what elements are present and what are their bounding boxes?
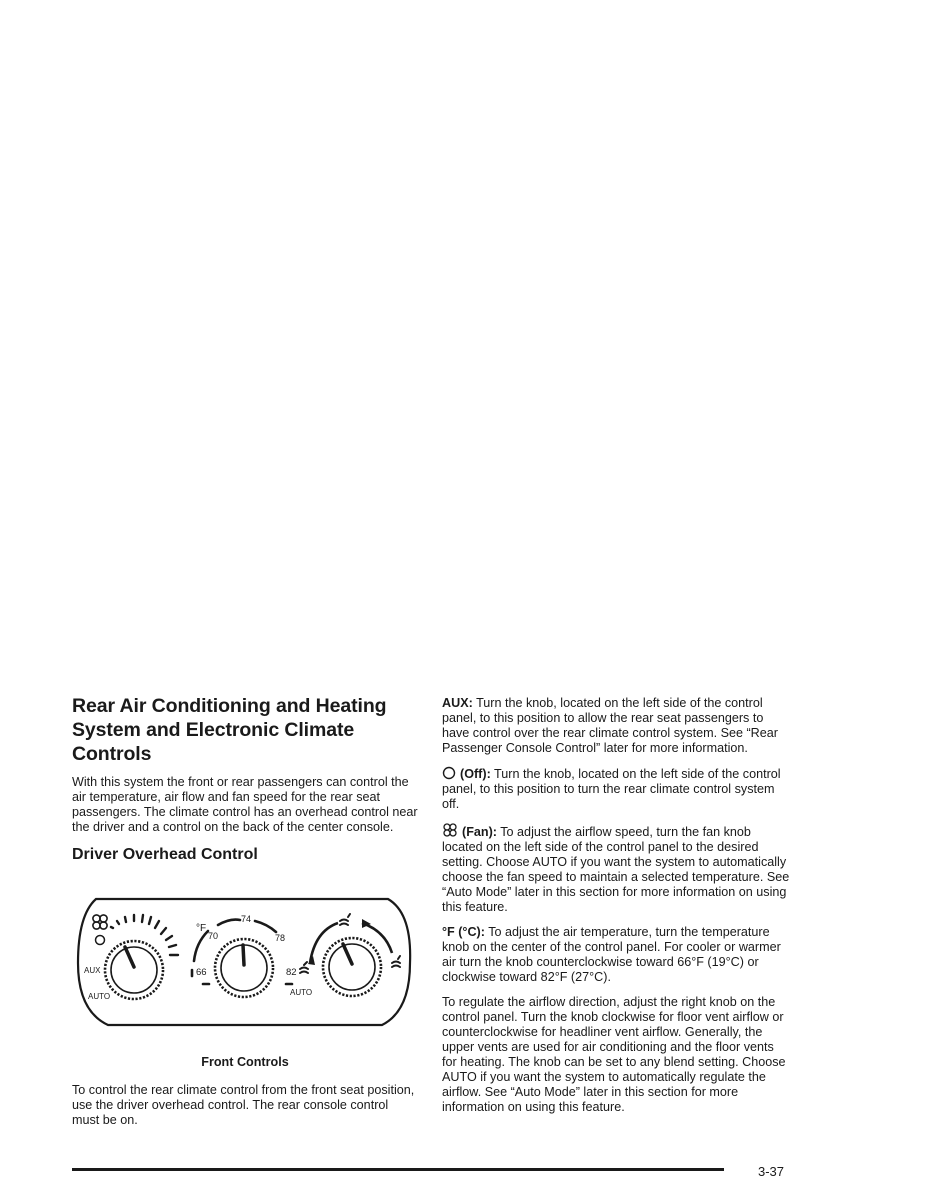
aux-text: Turn the knob, located on the left side of the control panel, to this position to allow the rear seat passengers to have control over the rear climate control system. See “Rear Passenger Console Control” later for more information. bbox=[442, 696, 778, 755]
off-paragraph bbox=[442, 766, 792, 812]
off-term: (Off): bbox=[460, 767, 491, 781]
fan-icon bbox=[442, 822, 458, 838]
temperature-term: °F (°C): bbox=[442, 925, 485, 939]
temp-82-label: 82 bbox=[286, 967, 297, 978]
subheading-driver-overhead-control: Driver Overhead Control bbox=[72, 846, 258, 863]
auto-label-left: AUTO bbox=[88, 992, 111, 1001]
outro-paragraph: To control the rear climate control from the front seat position, use the driver overhead control. The rear console control must be on. bbox=[72, 1083, 415, 1127]
section-title: Rear Air Conditioning and Heating System and Electronic Climate Controls bbox=[72, 695, 387, 765]
temp-74-label: 74 bbox=[241, 914, 252, 924]
airflow-knob bbox=[323, 938, 381, 996]
aux-paragraph bbox=[442, 696, 792, 756]
figure-caption: Front Controls bbox=[201, 1055, 289, 1069]
fan-paragraph bbox=[442, 822, 792, 915]
auto-label-mid: AUTO bbox=[290, 988, 313, 997]
right-column bbox=[442, 696, 792, 1125]
page-number: 3-37 bbox=[758, 1164, 785, 1179]
aux-term: AUX: bbox=[442, 696, 473, 710]
fan-text: To adjust the airflow speed, turn the fan knob located on the left side of the control panel to the desired setting. Choose AUTO if you want the system to automatically choose the fan speed to maintain a selected temperature. See “Auto Mode” later in this section for more information on using this feature. bbox=[442, 825, 790, 914]
temp-66-label: 66 bbox=[196, 967, 207, 978]
intro-paragraph: With this system the front or rear passengers can control the air temperature, air flow and fan speed for the rear seat passengers. The climate control has an overhead control near the driver and a control on the back of the center console. bbox=[72, 775, 418, 834]
footer-rule bbox=[72, 1168, 724, 1171]
aux-label: AUX bbox=[84, 966, 101, 975]
left-column bbox=[72, 694, 418, 1138]
temperature-text: To adjust the air temperature, turn the temperature knob on the center of the control panel. For cooler or warmer air turn the knob counterclockwise toward 66°F (19°C) or clockwise toward 82°F (27°C). bbox=[442, 925, 781, 984]
temp-78-label: 78 bbox=[275, 933, 286, 943]
fan-knob bbox=[105, 941, 163, 999]
front-controls-figure bbox=[72, 893, 418, 1029]
off-circle-icon bbox=[442, 766, 456, 780]
temperature-paragraph bbox=[442, 925, 792, 985]
temperature-knob bbox=[215, 939, 273, 997]
fan-term: (Fan): bbox=[462, 825, 497, 839]
airflow-paragraph: To regulate the airflow direction, adjust the right knob on the control panel. Turn the knob clockwise for floor vent airflow or counterclockwise for headliner vent airflow. Generally, the upper vents are used for air conditioning and the floor vents for heating. The knob can be set to any blend setting. Choose AUTO if you want the system to automatically regulate the airflow. See “Auto Mode” later in this section for more information on using this feature. bbox=[442, 995, 786, 1114]
degree-f-label: °F bbox=[196, 923, 207, 934]
temp-70-label: 70 bbox=[208, 931, 219, 941]
off-text: Turn the knob, located on the left side of the control panel, to this position to turn the rear climate control system off. bbox=[442, 767, 781, 811]
